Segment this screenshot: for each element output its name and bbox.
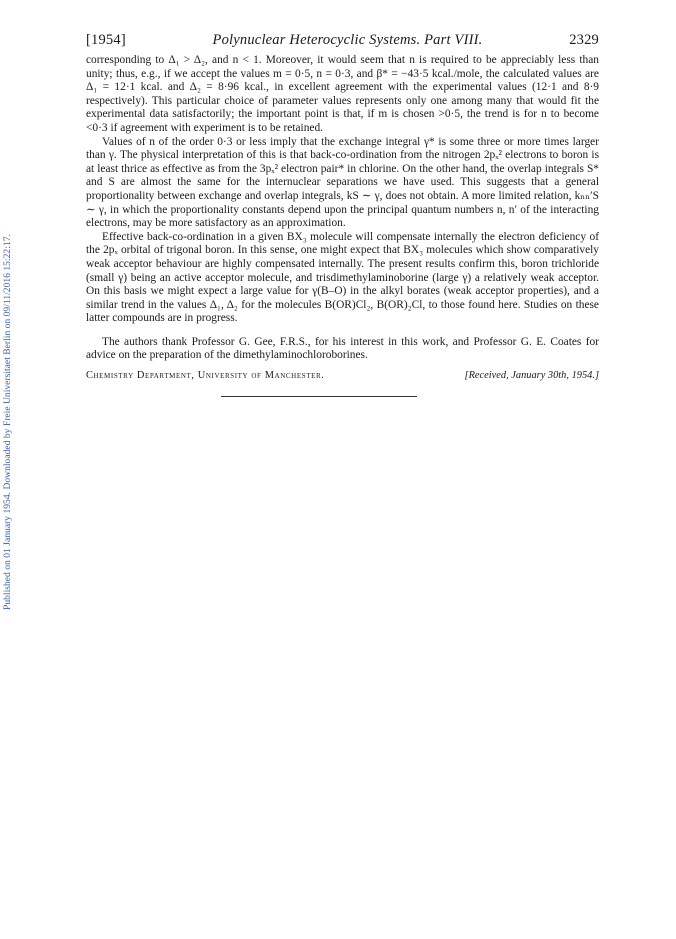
running-header xyxy=(86,30,599,50)
acknowledgement: The authors thank Professor G. Gee, F.R.S., for his interest in this work, and Professor G. E. Coates for advice on the preparation of the dimethylaminochloroborines. xyxy=(86,335,599,362)
article-body xyxy=(86,54,599,326)
end-rule xyxy=(221,396,417,397)
header-year: [1954] xyxy=(86,32,126,48)
paragraph-3: Effective back-co-ordination in a given BX₃ molecule will compensate internally the electron deficiency of the 2pₓ orbital of trigonal boron. In this sense, one might expect that BX₃ molecules which show comparatively weak acceptor behaviour are highly compensated internally. The present results confirm this, boron trichloride (small γ) being an active acceptor molecule, and trisdimethylaminoborine (large γ) a relatively weak acceptor. On this basis we might expect a large value for γ(B–O) in the alkyl borates (weak acceptor properties), and a similar trend in the values Δ₁, Δ₂ for the molecules B(OR)Cl₂, B(OR)₂Cl, to those found here. Studies on these latter compounds are in progress. xyxy=(86,230,599,325)
acknowledgement-section xyxy=(86,336,599,363)
page-number: 2329 xyxy=(569,32,599,48)
article-page xyxy=(86,30,599,397)
affiliation-line xyxy=(86,369,599,382)
paragraph-1: corresponding to Δ₁ > Δ₂, and n < 1. Moreover, it would seem that n is required to be appreciably less than unity; thus, e.g., if we accept the values m = 0·5, n = 0·3, and β* = −43·5 kcal./mole, the calculated values are Δ₁ = 12·1 kcal. and Δ₂ = 8·96 kcal., in excellent agreement with the experimental values (12·1 and 8·9 respectively). This particular choice of parameter values represents only one among many that would fit the experimental data satisfactorily; the important point is that, if m is chosen >0·5, the trend is for n to become <0·3 if agreement with experiment is to be retained. xyxy=(86,54,599,134)
paragraph-2: Values of n of the order 0·3 or less imply that the exchange integral γ* is some three or more times larger than γ. The physical interpretation of this is that back-co-ordination from the nitrogen 2pₓ² electrons to boron is at least thrice as effective as from the 3pₓ² electron pair* in chlorine. On the other hand, the overlap integrals S* and S are almost the same for the internuclear separations we have used. This suggests that a general proportionality between exchange and overlap integrals, kS ∼ γ, does not obtain. A more limited relation, kₙₙ′S ∼ γ, in which the proportionality constants depend upon the principal quantum numbers n, n′ of the interacting electrons, may be more satisfactory as an approximation. xyxy=(86,135,599,230)
publication-watermark: Published on 01 January 1954. Downloaded by Freie Universitaet Berlin on 09/11/2016 15:22:17. xyxy=(2,234,13,610)
department: Chemistry Department, University of Manchester. xyxy=(86,370,325,382)
header-title: Polynuclear Heterocyclic Systems. Part VIII. xyxy=(212,32,483,48)
received-date: [Received, January 30th, 1954.] xyxy=(464,370,599,382)
